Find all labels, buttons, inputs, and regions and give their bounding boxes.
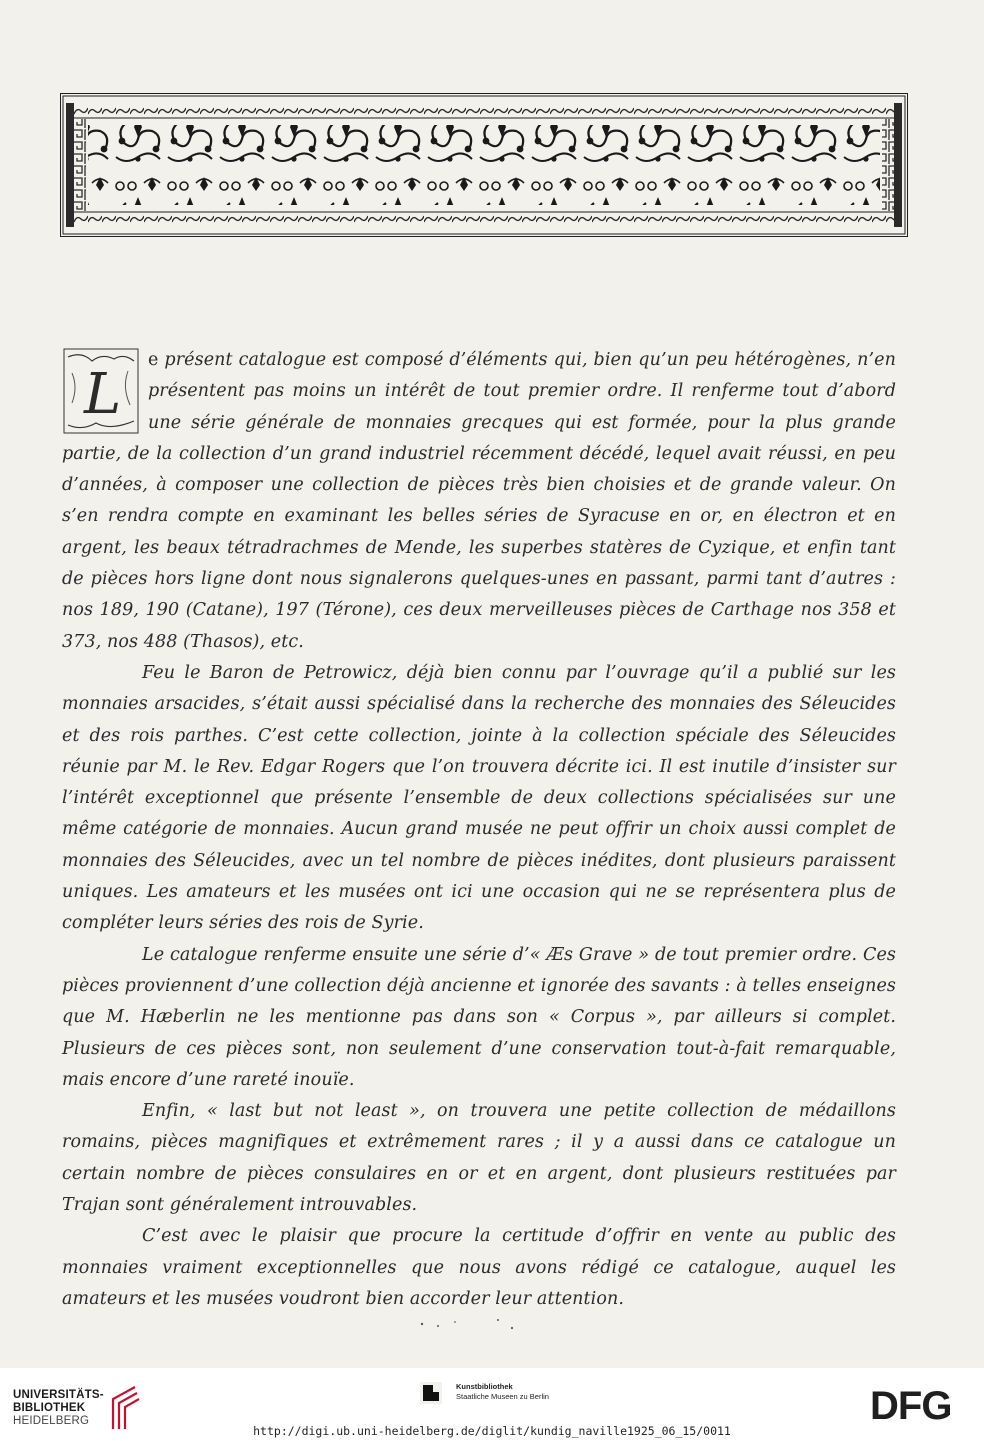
permalink-url[interactable]: http://digi.ub.uni-heidelberg.de/diglit/kundig_naville1925_06_15/0011	[253, 1424, 731, 1438]
ornamental-dropcap	[62, 347, 140, 435]
first-word-rest: e	[148, 350, 159, 370]
ub-line-1: UNIVERSITÄTS-	[13, 1389, 104, 1401]
ub-line-2: BIBLIOTHEK	[13, 1402, 86, 1414]
paragraph-1	[62, 345, 896, 658]
paragraph-3: Le catalogue renferme ensuite une série d’« Æs Grave » de tout premier ordre. Ces pièces proviennent d’une collection déjà ancienne et ignorée des savants : à telles enseignes que M. Hæberlin ne les mentionne pas dans son « Corpus », par ailleurs si complet. Plusieurs de ces pièces sont, non seulement d’une conservation tout-à-fait remarquable, mais encore d’une rareté inouïe.	[62, 944, 896, 1090]
ub-line-3: HEIDELBERG	[13, 1415, 90, 1427]
digitization-footer	[0, 1368, 984, 1441]
paragraph-1-text: présent catalogue est composé d’éléments qui, bien qu’un peu hétérogènes, n’en présentent pas moins un intérêt de tout premier ordre. Il renferme tout d’abord une série générale de monnaies grecques qui est formée, pour la plus grande partie, de la collection d’un grand industriel récemment décédé, lequel avait réussi, en peu d’années, à composer une collection de pièces très bien choisies et de grande valeur. On s’en rendra compte en examinant les belles séries de Syracuse en or, en électron et en argent, les beaux tétradrachmes de Mende, les superbes statères de Cyzique, et enfin tant de pièces hors ligne dont nous signalerons quelques-unes en passant, parmi tant d’autres : nos 189, 190 (Catane), 197 (Térone), ces deux merveilleuses pièces de Carthage nos 358 et 373, nos 488 (Thasos), etc.	[62, 350, 896, 652]
dropcap-letter: L	[84, 362, 122, 427]
ornamental-header-banner	[60, 93, 908, 237]
kunstbibliothek-logo[interactable]	[420, 1382, 580, 1412]
paragraph-2: Feu le Baron de Petrowicz, déjà bien connu par l’ouvrage qu’il a publié sur les monnaies arsacides, s’était aussi spécialisé dans la recherche des monnaies des Séleucides et des rois parthes. C’est cette collection, jointe à la collection spéciale des Séleucides réunie par M. le Rev. Edgar Rogers que l’on trouvera décrite ici. Il est inutile d’insister sur l’intérêt exceptionnel que présente l’ensemble de deux collections spécialisées sur une même catégorie de monnaies. Aucun grand musée ne peut offrir un choix aussi complet de monnaies des Séleucides, avec un tel nombre de pièces inédites, dont plusieurs paraissent uniques. Les amateurs et les musées ont ici une occasion qui ne se représentera plus de compléter leurs séries des rois de Syrie.	[62, 662, 896, 934]
kb-line-2: Staatliche Museen zu Berlin	[456, 1392, 549, 1401]
dfg-logo[interactable]: DFG	[870, 1384, 952, 1428]
paragraph-4: Enfin, « last but not least », on trouvera une petite collection de médaillons romains, pièces magnifiques et extrêmement rares ; il y a aussi dans ce catalogue un certain nombre de pièces consulaires en or et en argent, dont plusieurs restituées par Trajan sont généralement introuvables.	[62, 1101, 896, 1216]
paper-specks	[410, 1316, 530, 1336]
catalogue-preface	[62, 345, 896, 1315]
paragraph-5: C’est avec le plaisir que procure la certitude d’offrir en vente au public des monnaies vraiment exceptionnelles que nous avons rédigé ce catalogue, auquel les amateurs et les musées voudront bien accorder leur attention.	[62, 1226, 896, 1309]
kb-line-1: Kunstbibliothek	[456, 1382, 513, 1391]
kunstbibliothek-emblem-icon	[420, 1382, 442, 1404]
